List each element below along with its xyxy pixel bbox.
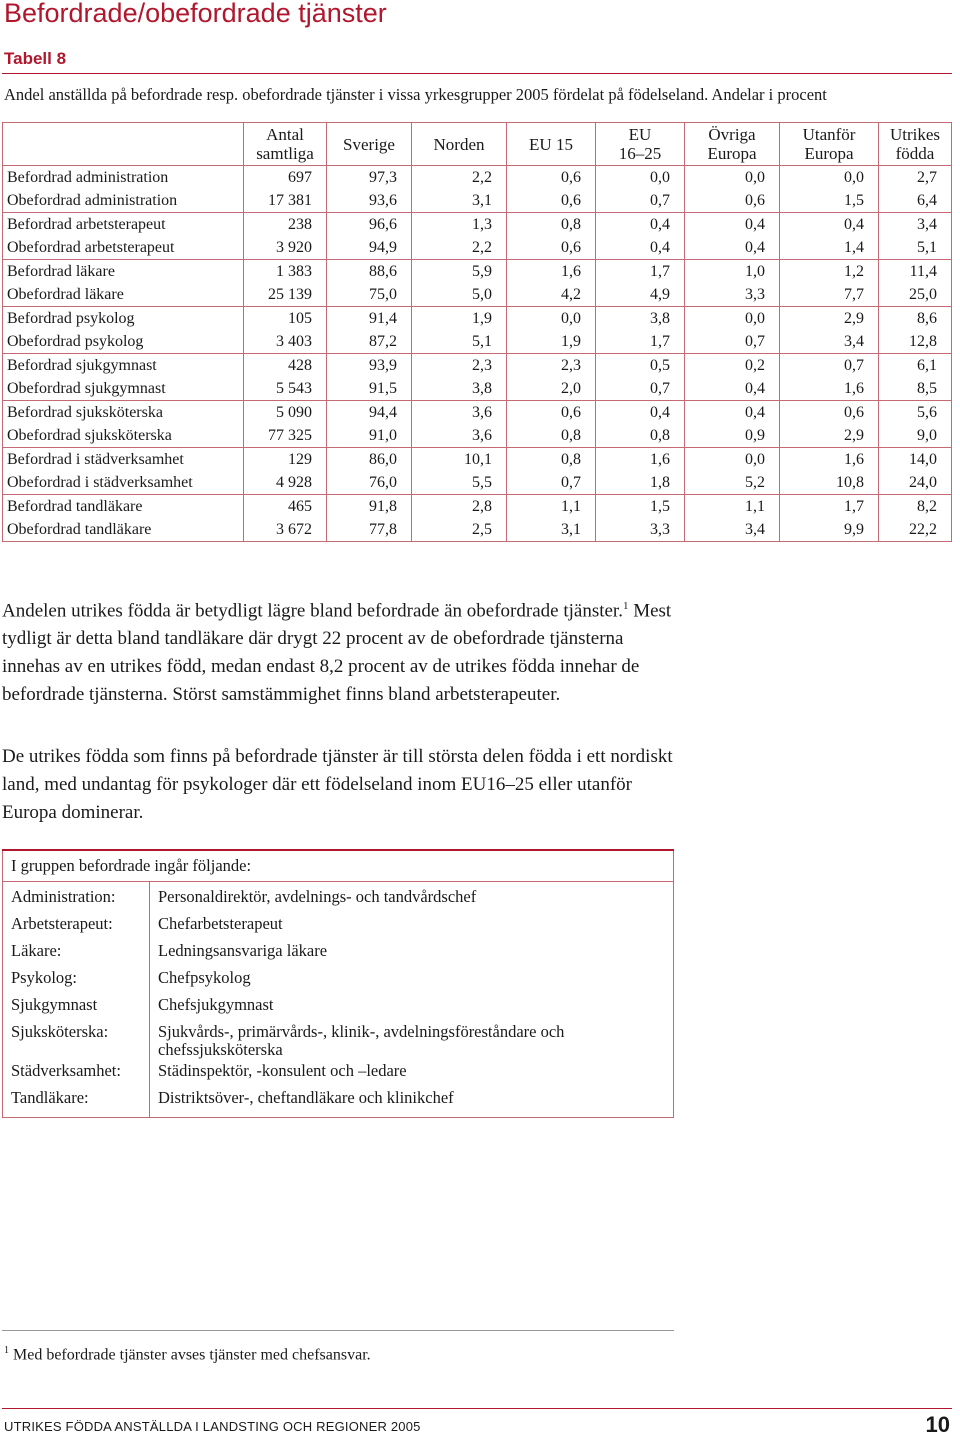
table-cell: 0,6 [507,236,596,260]
table-cell: 17 381 [244,189,327,213]
table-row [3,307,952,331]
table-cell: 2,9 [780,307,879,331]
table-cell: 3,6 [412,401,507,425]
table-cell: 0,7 [507,471,596,495]
paragraph-1-end: Mest tydligt är detta bland tandläkare där drygt 22 procent av de obefordrade tjänsterna innehas av en utrikes född, medan endast 8,2 procent av de utrikes födda innehar de befordrade tjänsterna. Störst samstämmighet finns bland arbetsterapeuter. [2,600,672,706]
table-cell: 1,9 [507,330,596,354]
table-cell: 8,5 [879,377,952,401]
definition-value: Personaldirektör, avdelnings- och tandvårdschef [150,882,674,913]
table-cell: 97,3 [327,166,412,190]
definition-row [3,1020,674,1059]
header-cell [3,123,244,166]
table-cell: 91,8 [327,495,412,519]
table-cell: 77 325 [244,424,327,448]
table-cell: 25,0 [879,283,952,307]
header-cell [879,123,952,166]
table-cell: 1,0 [685,260,780,284]
table-cell: 12,8 [879,330,952,354]
row-label: Obefordrad sjuksköterska [3,424,244,448]
table-cell: 0,6 [507,401,596,425]
table-cell: 0,0 [596,166,685,190]
header-line: Utrikes [889,125,941,144]
table-cell: 3 920 [244,236,327,260]
header-line: födda [895,144,935,163]
row-label: Befordrad sjukgymnast [3,354,244,378]
table-cell: 5,6 [879,401,952,425]
table-cell: 0,7 [780,354,879,378]
definitions-box [2,849,674,1118]
table-cell: 0,7 [685,330,780,354]
header-line: 16–25 [618,144,662,163]
footnote-ref: 1 [622,600,629,612]
table-cell: 0,7 [596,377,685,401]
table-cell: 4 928 [244,471,327,495]
footer-title: UTRIKES FÖDDA ANSTÄLLDA I LANDSTING OCH REGIONER 2005 [4,1419,421,1434]
table-row [3,260,952,284]
definition-row [3,966,674,993]
definition-row [3,1059,674,1086]
footer-divider [2,1408,952,1409]
paragraph-1-start: Andelen utrikes födda är betydligt lägre bland befordrade än obefordrade tjänster. [2,600,623,622]
row-label: Obefordrad i städverksamhet [3,471,244,495]
row-label: Befordrad tandläkare [3,495,244,519]
header-line: Europa [804,144,854,163]
definition-value: Distriktsöver-, cheftandläkare och klinikchef [150,1086,674,1118]
row-label: Befordrad arbetsterapeut [3,213,244,237]
definition-key: Städverksamhet: [3,1059,150,1086]
table-cell: 1,3 [412,213,507,237]
table-cell: 2,5 [412,518,507,542]
table-cell: 0,7 [596,189,685,213]
table-cell: 75,0 [327,283,412,307]
table-cell: 3,3 [596,518,685,542]
row-label: Befordrad i städverksamhet [3,448,244,472]
table-cell: 4,9 [596,283,685,307]
table-cell: 5,1 [412,330,507,354]
table-cell: 0,0 [685,307,780,331]
table-cell: 0,4 [685,401,780,425]
header-line: Övriga [708,125,756,144]
definitions-heading: I gruppen befordrade ingår följande: [3,850,674,882]
definition-row [3,993,674,1020]
row-label: Obefordrad administration [3,189,244,213]
table-cell: 1,4 [780,236,879,260]
table-cell: 3,8 [412,377,507,401]
table-row [3,236,952,260]
table-cell: 9,0 [879,424,952,448]
table-caption: Andel anställda på befordrade resp. obefordrade tjänster i vissa yrkesgrupper 2005 fördelat på födelseland. Andelar i procent [4,85,827,104]
table-cell: 1,6 [780,377,879,401]
table-cell: 3,1 [507,518,596,542]
table-cell: 238 [244,213,327,237]
table-cell: 1,2 [780,260,879,284]
table-cell: 0,5 [596,354,685,378]
definition-key: Sjuksköterska: [3,1020,150,1059]
table-label: Tabell 8 [4,49,67,68]
table-cell: 1 383 [244,260,327,284]
definition-value: Ledningsansvariga läkare [150,939,674,966]
table-row [3,330,952,354]
table-cell: 2,9 [780,424,879,448]
table-row [3,401,952,425]
table-cell: 10,1 [412,448,507,472]
table-cell: 0,0 [507,307,596,331]
definition-row [3,882,674,913]
table-cell: 2,8 [412,495,507,519]
table-cell: 1,1 [507,495,596,519]
table-cell: 0,6 [780,401,879,425]
table-cell: 0,0 [780,166,879,190]
table-cell: 0,4 [780,213,879,237]
table-cell: 3,1 [412,189,507,213]
table-cell: 14,0 [879,448,952,472]
table-cell: 5 543 [244,377,327,401]
definition-value: Chefpsykolog [150,966,674,993]
table-cell: 11,4 [879,260,952,284]
table-cell: 93,6 [327,189,412,213]
table-cell: 5 090 [244,401,327,425]
table-cell: 0,4 [685,236,780,260]
table-cell: 76,0 [327,471,412,495]
table-cell: 1,1 [685,495,780,519]
definition-key: Tandläkare: [3,1086,150,1118]
header-line: Utanför [802,125,856,144]
table-cell: 91,4 [327,307,412,331]
table-cell: 8,6 [879,307,952,331]
table-cell: 465 [244,495,327,519]
table-cell: 0,4 [596,401,685,425]
table-cell: 1,6 [596,448,685,472]
header-cell: EU 15 [507,123,596,166]
table-cell: 5,5 [412,471,507,495]
table-cell: 0,4 [685,213,780,237]
table-cell: 1,9 [412,307,507,331]
row-label: Obefordrad arbetsterapeut [3,236,244,260]
header-line: EU [628,125,652,144]
table-cell: 3 403 [244,330,327,354]
table-cell: 1,8 [596,471,685,495]
table-cell: 9,9 [780,518,879,542]
table-cell: 2,3 [412,354,507,378]
table-cell: 2,7 [879,166,952,190]
table-cell: 93,9 [327,354,412,378]
table-cell: 10,8 [780,471,879,495]
table-header-row [3,123,952,166]
table-cell: 96,6 [327,213,412,237]
table-cell: 0,0 [685,448,780,472]
page-title: Befordrade/obefordrade tjänster [4,0,387,28]
table-cell: 94,9 [327,236,412,260]
footnote-divider [2,1330,674,1331]
table-cell: 697 [244,166,327,190]
table-cell: 2,2 [412,166,507,190]
table-cell: 105 [244,307,327,331]
data-table [2,122,952,542]
table-row [3,448,952,472]
header-cell [685,123,780,166]
header-line: samtliga [256,144,314,163]
table-row [3,283,952,307]
table-cell: 428 [244,354,327,378]
definition-key: Psykolog: [3,966,150,993]
definition-key: Sjukgymnast [3,993,150,1020]
row-label: Obefordrad läkare [3,283,244,307]
table-cell: 77,8 [327,518,412,542]
definition-row [3,939,674,966]
table-row [3,166,952,190]
table-cell: 0,8 [507,213,596,237]
table-cell: 4,2 [507,283,596,307]
table-cell: 129 [244,448,327,472]
table-cell: 7,7 [780,283,879,307]
table-cell: 3,6 [412,424,507,448]
table-cell: 91,0 [327,424,412,448]
header-cell [596,123,685,166]
table-cell: 1,7 [780,495,879,519]
table-row [3,471,952,495]
table-cell: 6,4 [879,189,952,213]
table-cell: 0,8 [507,448,596,472]
table-row [3,424,952,448]
table-cell: 2,2 [412,236,507,260]
definition-key: Administration: [3,882,150,913]
table-cell: 2,0 [507,377,596,401]
table-cell: 0,8 [596,424,685,448]
header-cell: Sverige [327,123,412,166]
header-cell [780,123,879,166]
header-line: Europa [707,144,757,163]
title-divider [2,73,952,74]
table-cell: 91,5 [327,377,412,401]
row-label: Befordrad administration [3,166,244,190]
table-row [3,495,952,519]
table-cell: 5,0 [412,283,507,307]
row-label: Befordrad sjuksköterska [3,401,244,425]
row-label: Obefordrad sjukgymnast [3,377,244,401]
table-cell: 1,5 [780,189,879,213]
table-cell: 3,4 [780,330,879,354]
table-cell: 8,2 [879,495,952,519]
table-cell: 3,8 [596,307,685,331]
table-body [3,166,952,542]
table-cell: 3,3 [685,283,780,307]
table-cell: 94,4 [327,401,412,425]
table-cell: 86,0 [327,448,412,472]
table-cell: 5,2 [685,471,780,495]
definition-value: Chefarbetsterapeut [150,912,674,939]
footnote-text: Med befordrade tjänster avses tjänster med chefsansvar. [13,1346,371,1364]
table-cell: 3,4 [685,518,780,542]
definition-row [3,912,674,939]
table-cell: 0,8 [507,424,596,448]
definition-key: Läkare: [3,939,150,966]
table-cell: 5,9 [412,260,507,284]
table-cell: 1,6 [780,448,879,472]
table-cell: 2,3 [507,354,596,378]
definition-key: Arbetsterapeut: [3,912,150,939]
definition-value: Chefsjukgymnast [150,993,674,1020]
table-cell: 0,9 [685,424,780,448]
table-cell: 0,4 [685,377,780,401]
row-label: Befordrad läkare [3,260,244,284]
table-cell: 1,5 [596,495,685,519]
table-cell: 1,7 [596,260,685,284]
definition-value: Sjukvårds-, primärvårds-, klinik-, avdelningsföreståndare och chefssjuksköterska [150,1020,674,1059]
table-cell: 87,2 [327,330,412,354]
row-label: Obefordrad psykolog [3,330,244,354]
table-cell: 0,6 [507,189,596,213]
table-cell: 3,4 [879,213,952,237]
row-label: Befordrad psykolog [3,307,244,331]
footnote-marker: 1 [4,1345,9,1356]
definition-value: Städinspektör, -konsulent och –ledare [150,1059,674,1086]
row-label: Obefordrad tandläkare [3,518,244,542]
table-cell: 25 139 [244,283,327,307]
table-row [3,354,952,378]
table-row [3,189,952,213]
table-row [3,213,952,237]
header-cell: Norden [412,123,507,166]
footnote [4,1345,371,1364]
table-row [3,377,952,401]
paragraph-1 [2,592,677,709]
table-row [3,518,952,542]
definition-row [3,1086,674,1118]
table-cell: 22,2 [879,518,952,542]
table-cell: 0,4 [596,236,685,260]
header-cell [244,123,327,166]
table-cell: 6,1 [879,354,952,378]
table-cell: 0,4 [596,213,685,237]
page-number: 10 [925,1412,950,1437]
table-cell: 3 672 [244,518,327,542]
table-cell: 0,0 [685,166,780,190]
paragraph-2: De utrikes födda som finns på befordrade tjänster är till största delen födda i ett nordiskt land, med undantag för psykologer där ett födelseland inom EU16–25 eller utanför Europa dominerar. [2,746,673,823]
table-cell: 0,2 [685,354,780,378]
table-cell: 1,6 [507,260,596,284]
table-cell: 1,7 [596,330,685,354]
table-cell: 5,1 [879,236,952,260]
definitions-body [3,882,674,1118]
header-line: Antal [266,125,304,144]
table-cell: 88,6 [327,260,412,284]
table-cell: 0,6 [507,166,596,190]
table-cell: 24,0 [879,471,952,495]
table-cell: 0,6 [685,189,780,213]
